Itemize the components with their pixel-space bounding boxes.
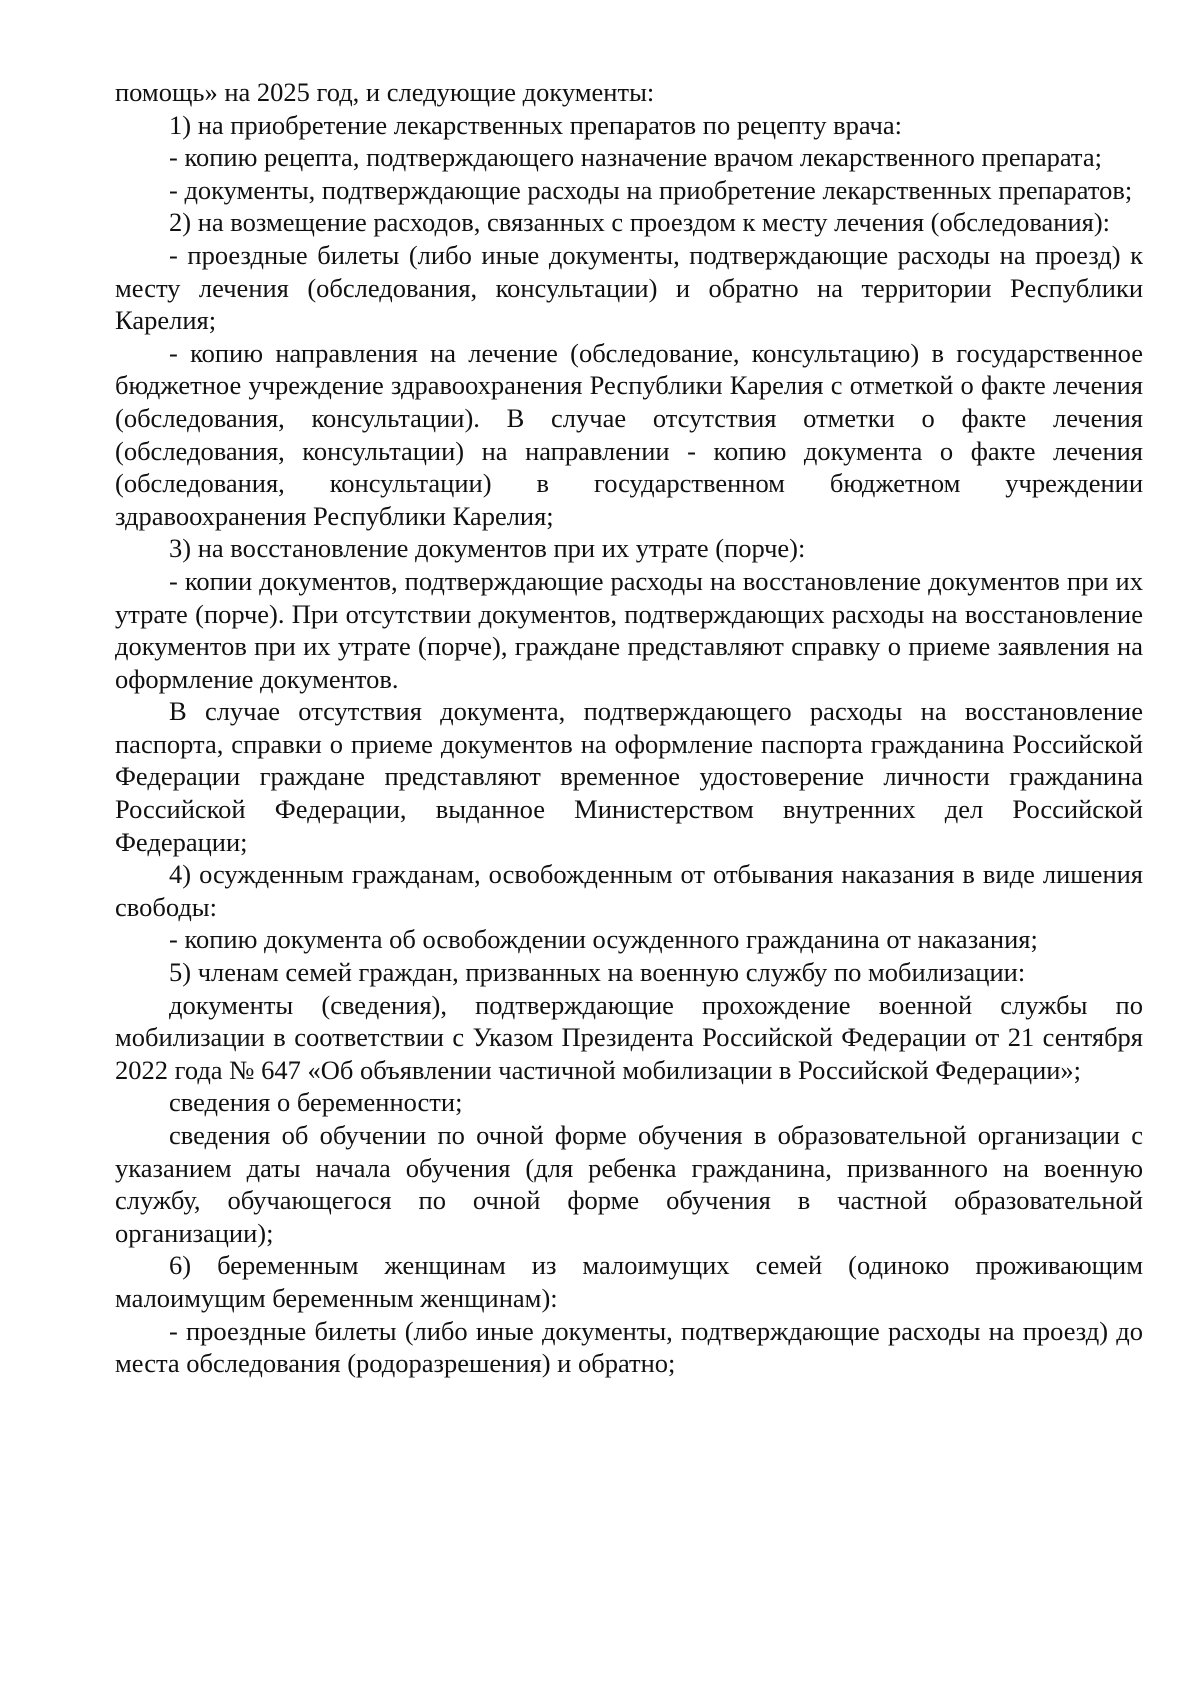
paragraph-prescription-copy: - копию рецепта, подтверждающего назначение врачом лекарственного препарата;: [169, 142, 1102, 173]
paragraph-continuation: помощь» на 2025 год, и следующие документы:: [115, 77, 655, 107]
paragraph-item-3: 3) на восстановление документов при их утрате (порче):: [169, 533, 806, 564]
paragraph-passport-note: В случае отсутствия документа, подтверждающего расходы на восстановление паспорта, справки о приеме документов на оформление паспорта гражданина Российской Федерации граждане представляют временное удостоверение личности гражданина Российской Федерации, выданное Министерством внутренних дел Российской Федерации;: [115, 696, 1143, 857]
paragraph-item-1: 1) на приобретение лекарственных препаратов по рецепту врача:: [169, 109, 902, 140]
paragraph-restoration-documents: - копии документов, подтверждающие расходы на восстановление документов при их утрате (порче). При отсутствии документов, подтверждающих расходы на восстановление документов при их утрате (порче), граждане представляют справку о приеме заявления на оформление документов.: [115, 565, 1143, 694]
paragraph-education-info: сведения об обучении по очной форме обучения в образовательной организации с указанием даты начала обучения (для ребенка гражданина, призванного на военную службу, обучающегося по очной форме обучения в частной образовательной организации);: [115, 1120, 1143, 1248]
paragraph-travel-tickets: - проездные билеты (либо иные документы, подтверждающие расходы на проезд) к месту лечения (обследования, консультации) и обратно на территории Республики Карелия;: [115, 239, 1143, 336]
paragraph-referral-copy: - копию направления на лечение (обследование, консультацию) в государственное бюджетное учреждение здравоохранения Республики Карелия с отметкой о факте лечения (обследования, консультации). В случае отсутствия отметки о факте лечения (обследования, консультации) на направлении - копию документа о факте лечения (обследования, консультации) в государственном бюджетном учреждении здравоохранения Республики Карелия;: [115, 337, 1143, 531]
paragraph-item-4: 4) осужденным гражданам, освобожденным от отбывания наказания в виде лишения свободы:: [115, 859, 1143, 922]
paragraph-examination-tickets: - проездные билеты (либо иные документы, подтверждающие расходы на проезд) до места обследования (родоразрешения) и обратно;: [115, 1315, 1143, 1379]
paragraph-medicine-expenses: - документы, подтверждающие расходы на приобретение лекарственных препаратов;: [169, 174, 1133, 205]
document-body: [115, 76, 1143, 1380]
paragraph-military-service-documents: документы (сведения), подтверждающие прохождение военной службы по мобилизации в соответствии с Указом Президента Российской Федерации от 21 сентября 2022 года № 647 «Об объявлении частичной мобилизации в Российской Федерации»;: [115, 989, 1143, 1085]
paragraph-item-5: 5) членам семей граждан, призванных на военную службу по мобилизации:: [169, 957, 1026, 988]
paragraph-item-2: 2) на возмещение расходов, связанных с проездом к месту лечения (обследования):: [169, 207, 1111, 238]
paragraph-item-6: 6) беременным женщинам из малоимущих семей (одиноко проживающим малоимущим беременным женщинам):: [115, 1250, 1143, 1313]
paragraph-release-document: - копию документа об освобождении осужденного гражданина от наказания;: [169, 924, 1038, 955]
paragraph-pregnancy-info: сведения о беременности;: [169, 1087, 463, 1118]
